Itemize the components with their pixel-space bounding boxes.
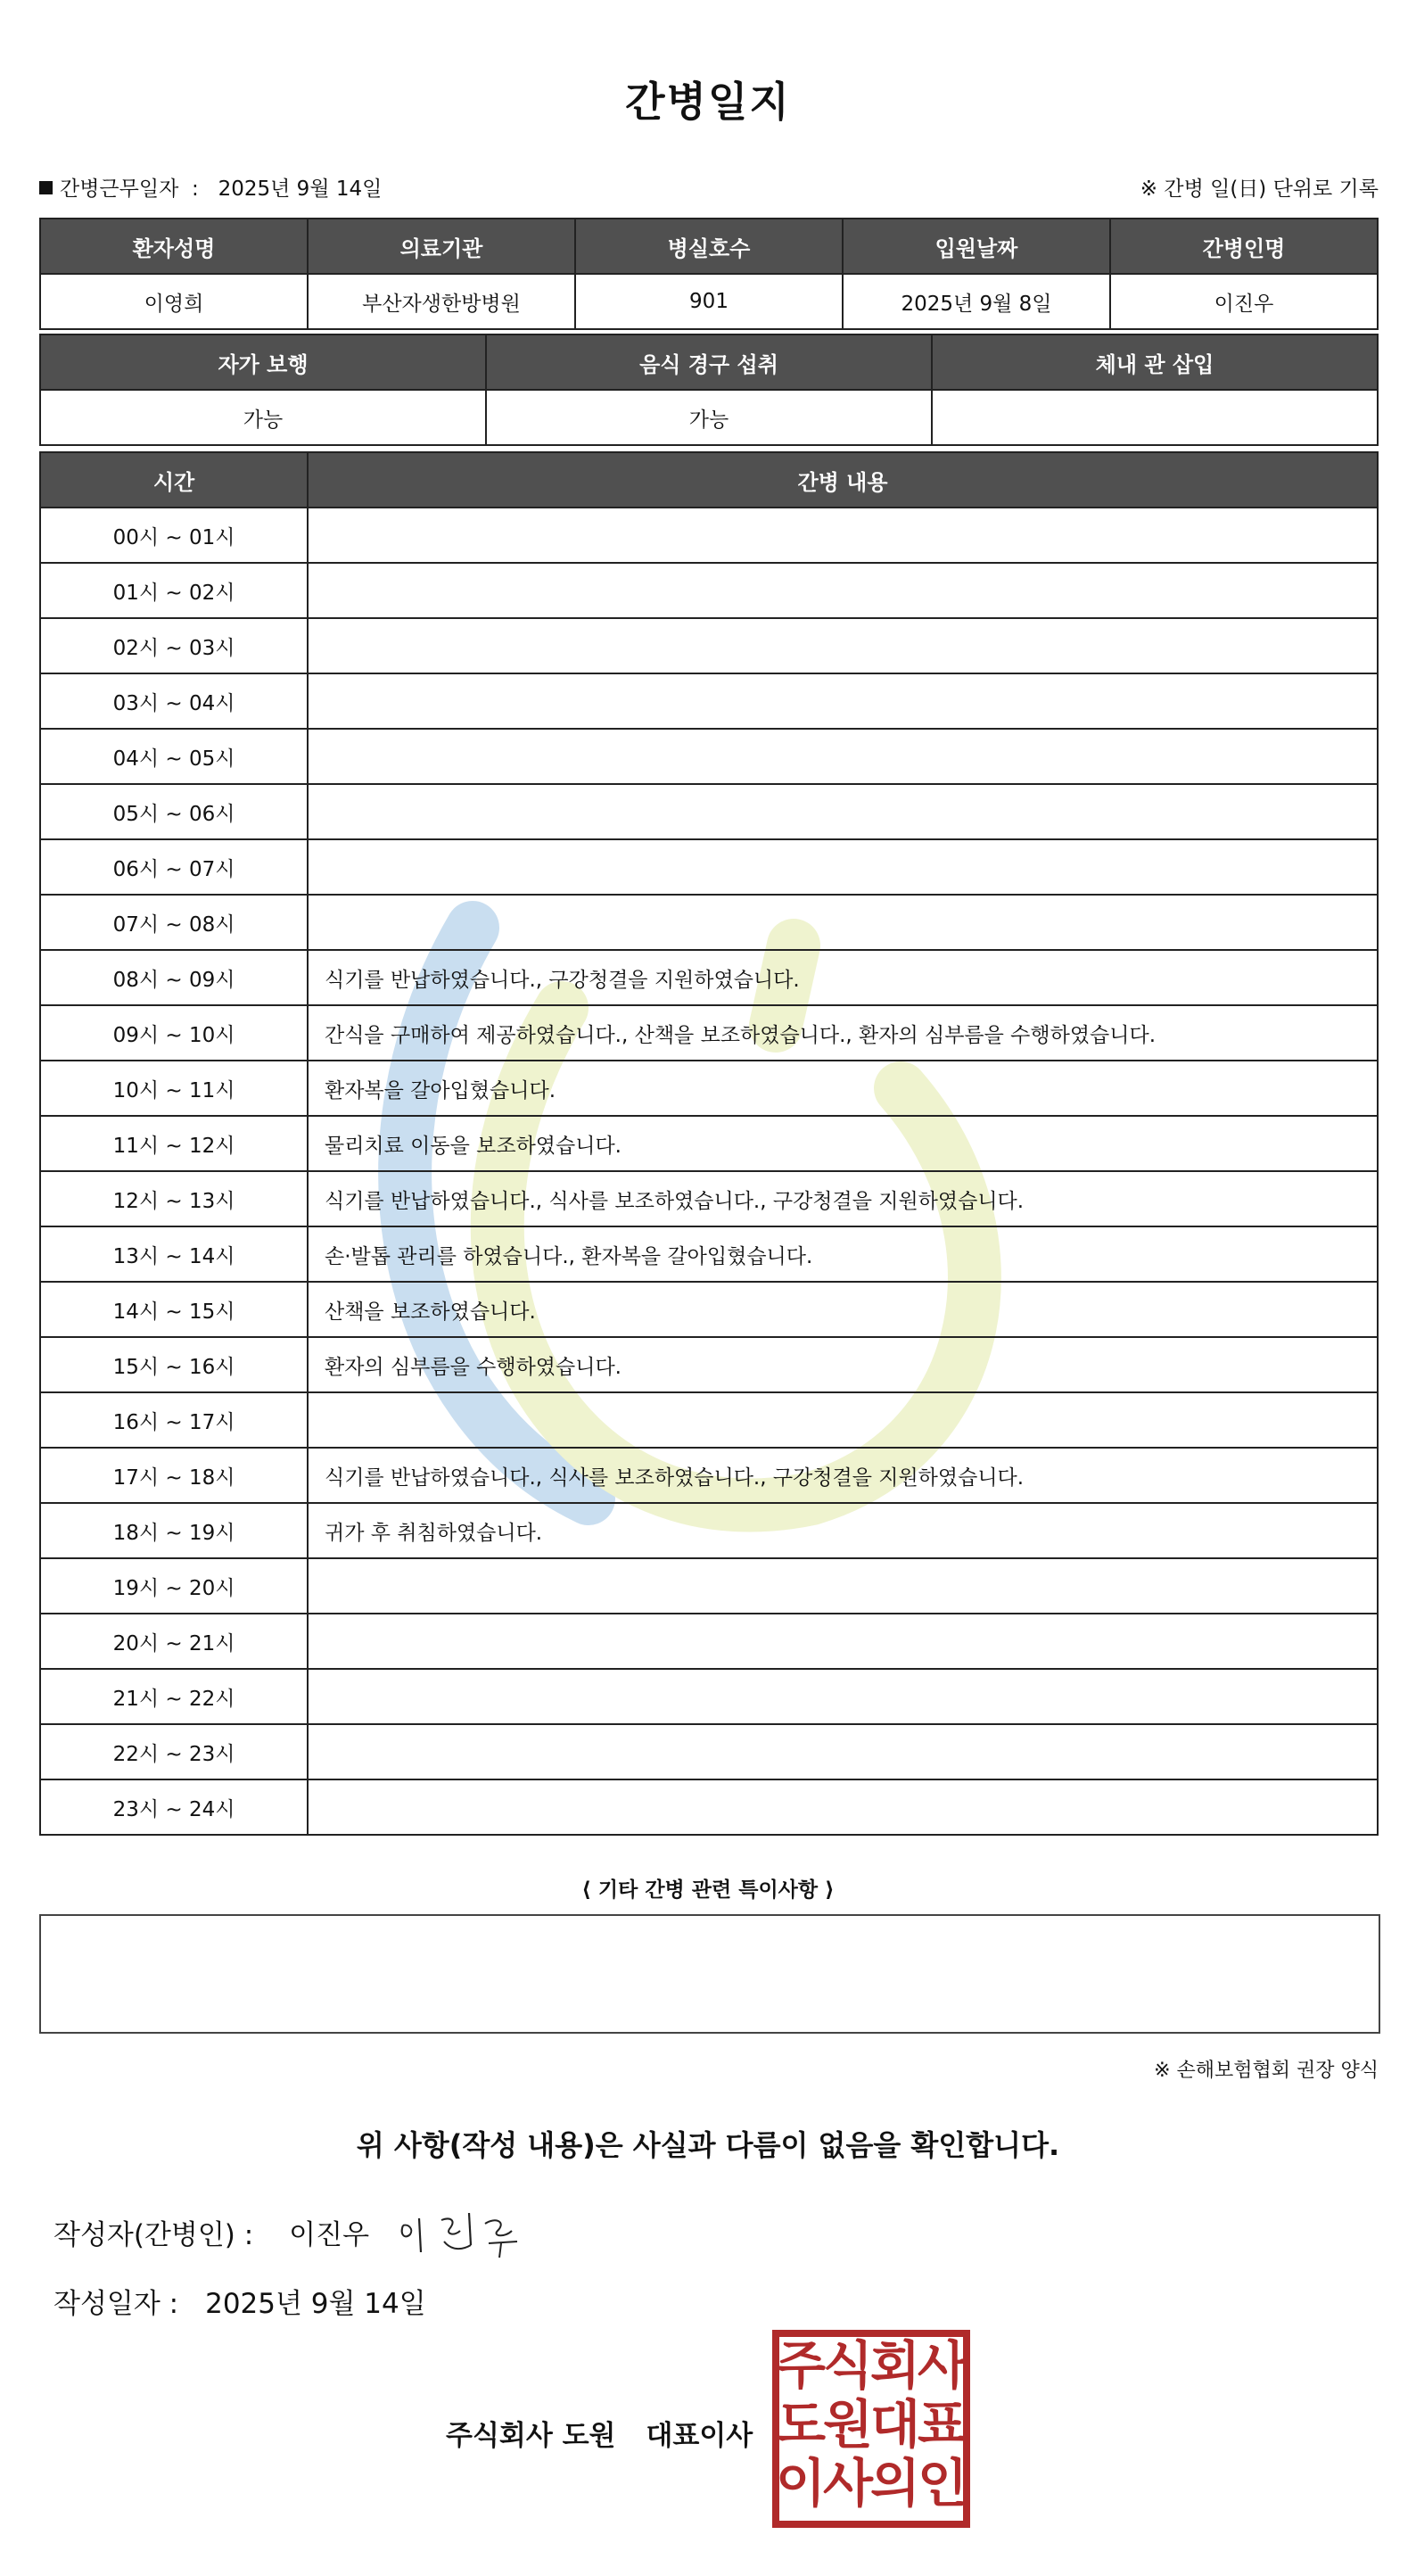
log-row <box>40 1226 1378 1282</box>
confirmation-statement: 위 사항(작성 내용)은 사실과 다름이 없음을 확인합니다. <box>356 2128 1060 2162</box>
log-row <box>40 1724 1378 1779</box>
writer-label: 작성자(간병인) : <box>54 2219 254 2251</box>
log-row <box>40 784 1378 839</box>
seal-character: 표 <box>917 2394 968 2455</box>
work-date-value: 2025년 9월 14일 <box>218 178 383 201</box>
seal-character: 도 <box>775 2394 827 2455</box>
log-row <box>40 618 1378 673</box>
header-institution: 의료기관 <box>308 219 575 274</box>
log-row <box>40 1614 1378 1669</box>
log-row <box>40 1448 1378 1503</box>
log-row <box>40 950 1378 1005</box>
handwritten-signature <box>392 2199 535 2261</box>
log-row <box>40 563 1378 618</box>
header-tube-insertion: 체내 관 삽입 <box>932 334 1378 390</box>
log-time: 02시 ~ 03시 <box>40 618 308 673</box>
log-content <box>308 1392 1378 1448</box>
log-time: 18시 ~ 19시 <box>40 1503 308 1558</box>
log-content <box>308 563 1378 618</box>
log-time: 17시 ~ 18시 <box>40 1448 308 1503</box>
log-row <box>40 729 1378 784</box>
log-row <box>40 895 1378 950</box>
self-walking-value: 가능 <box>40 390 486 445</box>
square-bullet-icon <box>39 181 53 194</box>
log-content: 식기를 반납하였습니다., 식사를 보조하였습니다., 구강청결을 지원하였습니다. <box>308 1171 1378 1226</box>
log-time: 21시 ~ 22시 <box>40 1669 308 1724</box>
log-content <box>308 839 1378 895</box>
log-content: 간식을 구매하여 제공하였습니다., 산책을 보조하였습니다., 환자의 심부름을 수행하였습니다. <box>308 1005 1378 1061</box>
log-time: 19시 ~ 20시 <box>40 1558 308 1614</box>
log-row <box>40 1282 1378 1337</box>
header-time: 시간 <box>40 452 308 508</box>
log-content <box>308 784 1378 839</box>
log-content <box>308 508 1378 563</box>
writer-line <box>54 2212 369 2252</box>
log-row <box>40 1061 1378 1116</box>
log-time: 09시 ~ 10시 <box>40 1005 308 1061</box>
seal-character: 대 <box>869 2394 921 2455</box>
seal-character: 주 <box>775 2335 827 2396</box>
log-time: 06시 ~ 07시 <box>40 839 308 895</box>
room-number: 901 <box>575 274 843 329</box>
company-seal-stamp <box>770 2328 972 2530</box>
log-content <box>308 673 1378 729</box>
written-date-line <box>54 2281 426 2321</box>
log-body <box>40 508 1378 1835</box>
seal-character: 회 <box>869 2335 921 2396</box>
unit-note: ※ 간병 일(日) 단위로 기록 <box>1140 178 1379 201</box>
log-row <box>40 1503 1378 1558</box>
patient-header-row <box>40 219 1378 274</box>
log-time: 03시 ~ 04시 <box>40 673 308 729</box>
header-care-content: 간병 내용 <box>308 452 1378 508</box>
log-row <box>40 1171 1378 1226</box>
remarks-title: ⟨ 기타 간병 관련 특이사항 ⟩ <box>581 1878 835 1902</box>
log-row <box>40 1779 1378 1835</box>
log-row <box>40 1669 1378 1724</box>
document-title: 간병일지 <box>625 78 791 126</box>
log-content: 환자의 심부름을 수행하였습니다. <box>308 1337 1378 1392</box>
institution: 부산자생한방병원 <box>308 274 575 329</box>
log-content: 물리치료 이동을 보조하였습니다. <box>308 1116 1378 1171</box>
log-content <box>308 895 1378 950</box>
log-content <box>308 1724 1378 1779</box>
log-content <box>308 1779 1378 1835</box>
header-admission-date: 입원날짜 <box>843 219 1110 274</box>
written-date-label: 작성일자 : <box>54 2288 179 2320</box>
caregiver-name: 이진우 <box>1110 274 1378 329</box>
log-time: 10시 ~ 11시 <box>40 1061 308 1116</box>
log-content <box>308 618 1378 673</box>
writer-name: 이진우 <box>289 2219 370 2251</box>
log-time: 04시 ~ 05시 <box>40 729 308 784</box>
log-row <box>40 1337 1378 1392</box>
representative-title: 대표이사 <box>646 2420 753 2452</box>
seal-character: 이 <box>775 2453 827 2514</box>
log-time: 08시 ~ 09시 <box>40 950 308 1005</box>
log-content <box>308 1558 1378 1614</box>
tube-insertion-value <box>932 390 1378 445</box>
log-row <box>40 1116 1378 1171</box>
seal-character: 원 <box>822 2394 874 2455</box>
log-time: 14시 ~ 15시 <box>40 1282 308 1337</box>
log-content <box>308 1614 1378 1669</box>
log-row <box>40 673 1378 729</box>
care-log-table <box>39 451 1379 1836</box>
log-content: 식기를 반납하였습니다., 식사를 보조하였습니다., 구강청결을 지원하였습니다. <box>308 1448 1378 1503</box>
log-content: 귀가 후 취침하였습니다. <box>308 1503 1378 1558</box>
log-time: 22시 ~ 23시 <box>40 1724 308 1779</box>
seal-character: 의 <box>869 2453 921 2514</box>
patient-value-row <box>40 274 1378 329</box>
remarks-box <box>39 1914 1380 2034</box>
work-date-label: 간병근무일자 <box>60 178 179 201</box>
written-date-value: 2025년 9월 14일 <box>205 2288 426 2320</box>
company-name: 주식회사 도원 <box>446 2420 616 2452</box>
work-date-separator: : <box>191 178 199 201</box>
log-time: 20시 ~ 21시 <box>40 1614 308 1669</box>
log-time: 23시 ~ 24시 <box>40 1779 308 1835</box>
log-content <box>308 1669 1378 1724</box>
company-line <box>446 2413 753 2453</box>
work-date-line <box>39 172 382 202</box>
log-content: 환자복을 갈아입혔습니다. <box>308 1061 1378 1116</box>
log-time: 07시 ~ 08시 <box>40 895 308 950</box>
log-time: 12시 ~ 13시 <box>40 1171 308 1226</box>
oral-intake-value: 가능 <box>486 390 932 445</box>
standard-form-note: ※ 손해보험협회 권장 양식 <box>1154 2060 1379 2082</box>
log-header-row <box>40 452 1378 508</box>
admission-date: 2025년 9월 8일 <box>843 274 1110 329</box>
log-content: 식기를 반납하였습니다., 구강청결을 지원하였습니다. <box>308 950 1378 1005</box>
log-row <box>40 1392 1378 1448</box>
log-row <box>40 1005 1378 1061</box>
log-row <box>40 1558 1378 1614</box>
log-time: 16시 ~ 17시 <box>40 1392 308 1448</box>
header-caregiver-name: 간병인명 <box>1110 219 1378 274</box>
meta-row <box>39 172 1379 202</box>
seal-character: 사 <box>917 2335 968 2396</box>
patient-status-table <box>39 334 1379 446</box>
log-time: 15시 ~ 16시 <box>40 1337 308 1392</box>
seal-character: 식 <box>822 2335 874 2396</box>
seal-character: 인 <box>917 2453 968 2514</box>
log-content: 손·발톱 관리를 하였습니다., 환자복을 갈아입혔습니다. <box>308 1226 1378 1282</box>
status-header-row <box>40 334 1378 390</box>
log-time: 11시 ~ 12시 <box>40 1116 308 1171</box>
patient-name: 이영희 <box>40 274 308 329</box>
patient-info-table <box>39 218 1379 330</box>
header-self-walking: 자가 보행 <box>40 334 486 390</box>
log-time: 01시 ~ 02시 <box>40 563 308 618</box>
log-time: 00시 ~ 01시 <box>40 508 308 563</box>
header-patient-name: 환자성명 <box>40 219 308 274</box>
log-row <box>40 839 1378 895</box>
header-oral-intake: 음식 경구 섭취 <box>486 334 932 390</box>
log-time: 13시 ~ 14시 <box>40 1226 308 1282</box>
log-time: 05시 ~ 06시 <box>40 784 308 839</box>
log-row <box>40 508 1378 563</box>
header-room-number: 병실호수 <box>575 219 843 274</box>
seal-character: 사 <box>822 2453 874 2514</box>
status-value-row <box>40 390 1378 445</box>
log-content <box>308 729 1378 784</box>
log-content: 산책을 보조하였습니다. <box>308 1282 1378 1337</box>
